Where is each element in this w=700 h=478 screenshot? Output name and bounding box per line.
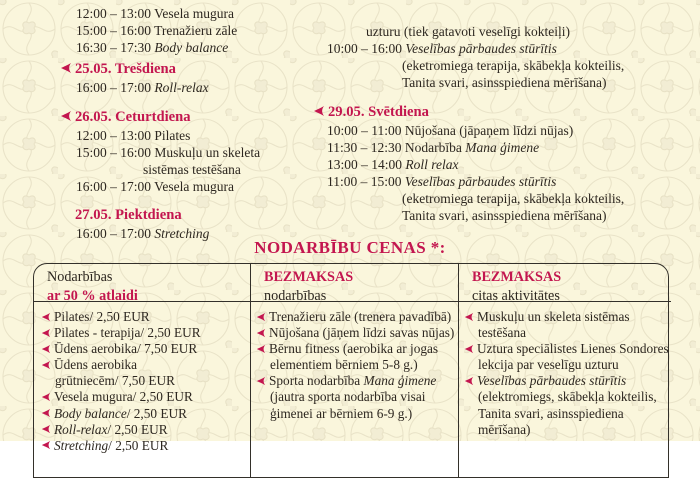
schedule-entry: 11:00 – 15:00 Veselības pārbaudes stūrītis (eketromiega terapija, skābekļa kokteilis, Tanita svari, asinsspiediena mērīšana) <box>327 174 625 223</box>
price-item: Ūdens aerobika grūtniecēm/ 7,50 EUR <box>41 357 248 389</box>
bullet-icon <box>41 424 51 434</box>
schedule-entry: 13:00 – 14:00 Roll relax <box>327 157 459 172</box>
schedule-entry: 16:30 – 17:30 Body balance <box>76 40 229 55</box>
day-heading-label: 25.05. Trešdiena <box>75 61 176 77</box>
price-item: Sporta nodarbība Mana ģimene (jautra sporta nodarbība visai ģimenei ar bērniem 6-9 g.) <box>256 373 456 421</box>
schedule-entry: 15:00 – 16:00 Trenažieru zāle <box>76 23 238 38</box>
price-column-header-line: nodarbības <box>264 287 327 304</box>
price-column-header-line: ar 50 % atlaidi <box>47 287 138 304</box>
clipped-top-line <box>506 0 611 1</box>
schedule-entry: 10:00 – 16:00 Veselības pārbaudes stūrītis (eketromiega terapija, skābekļa kokteilis, Tanita svari, asinsspiediena mērīšana) <box>327 41 625 90</box>
prices-table <box>33 263 669 478</box>
bullet-icon <box>256 328 266 338</box>
schedule-day-group <box>60 5 330 56</box>
price-item: Stretching/ 2,50 EUR <box>41 438 248 454</box>
price-item: Pilates/ 2,50 EUR <box>41 309 248 325</box>
price-column-header-line: BEZMAKSAS <box>264 269 354 285</box>
schedule-day-group <box>60 60 330 96</box>
schedule-entry: 16:00 – 17:00 Roll-relax <box>76 80 209 95</box>
schedule-entry: 10:00 – 11:00 Nūjošana (jāpaņem līdzi nūjas) <box>327 123 574 138</box>
day-heading <box>60 60 330 79</box>
bullet-icon <box>464 312 474 322</box>
price-item: Pilates - terapija/ 2,50 EUR <box>41 325 248 341</box>
schedule-day-group <box>60 206 330 242</box>
price-item: Trenažieru zāle (trenera pavadībā) <box>256 309 456 325</box>
schedule-day-group <box>313 23 700 91</box>
price-item: Nūjošana (jāņem līdzi savas nūjas) <box>256 325 456 341</box>
price-column-header <box>250 264 458 302</box>
price-column-header <box>458 264 671 302</box>
bullet-icon <box>41 392 51 402</box>
bullet-icon <box>256 344 266 354</box>
bullet-icon <box>464 376 474 386</box>
bullet-icon <box>41 312 51 322</box>
schedule-entry: 12:00 – 13:00 Vesela mugura <box>76 6 234 21</box>
date-marker-icon <box>60 110 72 122</box>
bullet-icon <box>256 376 266 386</box>
schedule-entry: 16:00 – 17:00 Vesela mugura <box>76 179 234 194</box>
schedule-entry: 16:00 – 17:00 Stretching <box>76 226 210 241</box>
schedule-right-column <box>313 0 700 224</box>
price-item: Roll-relax/ 2,50 EUR <box>41 422 248 438</box>
price-item: Veselības pārbaudes stūrītis (elektromiegs, skābekļa kokteilis, Tanita svari, asinsspiediena mērīšana) <box>464 373 669 437</box>
bullet-icon <box>41 360 51 370</box>
price-column-header-line: BEZMAKSAS <box>472 269 562 285</box>
price-item: Bērnu fitness (aerobika ar jogas elementiem bērniem 5-8 g.) <box>256 341 456 373</box>
price-column-body <box>34 302 250 477</box>
price-item: Uztura speciālistes Lienes Sondores lekcija par veselīgu uzturu <box>464 341 669 373</box>
schedule-entry: 15:00 – 16:00 Muskuļu un skeleta sistēmas testēšana <box>76 145 261 177</box>
price-column-body <box>458 302 671 477</box>
price-item: Muskuļu un skeleta sistēmas testēšana <box>464 309 669 341</box>
price-column-header-line: Nodarbības <box>47 269 113 285</box>
schedule-entry: 11:30 – 12:30 Nodarbība Mana ģimene <box>327 140 540 155</box>
day-heading <box>60 206 330 225</box>
bullet-icon <box>41 440 51 450</box>
bullet-icon <box>41 328 51 338</box>
schedule-entry: 12:00 – 13:00 Pilates <box>76 128 191 143</box>
schedule-day-group <box>313 103 700 224</box>
price-item: Ūdens aerobika/ 7,50 EUR <box>41 341 248 357</box>
price-item: Body balance/ 2,50 EUR <box>41 406 248 422</box>
prices-section-title: NODARBĪBU CENAS *: <box>254 238 446 257</box>
day-heading <box>313 103 700 122</box>
price-column-body <box>250 302 458 477</box>
day-heading <box>60 108 330 127</box>
price-column-header-line: citas aktivitātes <box>472 287 560 304</box>
bullet-icon <box>256 312 266 322</box>
date-marker-icon <box>60 62 72 74</box>
bullet-icon <box>41 408 51 418</box>
schedule-entry: uzturu (tiek gatavoti veselīgi kokteiļi) <box>366 24 570 39</box>
bullet-icon <box>41 344 51 354</box>
date-marker-icon <box>313 105 325 117</box>
schedule-day-group <box>60 108 330 195</box>
day-heading-label: 27.05. Piektdiena <box>75 207 182 223</box>
day-heading-label: 29.05. Svētdiena <box>328 104 429 120</box>
day-heading-label: 26.05. Ceturtdiena <box>75 109 191 125</box>
schedule-left-column <box>60 5 330 242</box>
price-item: Vesela mugura/ 2,50 EUR <box>41 389 248 405</box>
price-column-header <box>34 264 250 302</box>
bullet-icon <box>464 344 474 354</box>
